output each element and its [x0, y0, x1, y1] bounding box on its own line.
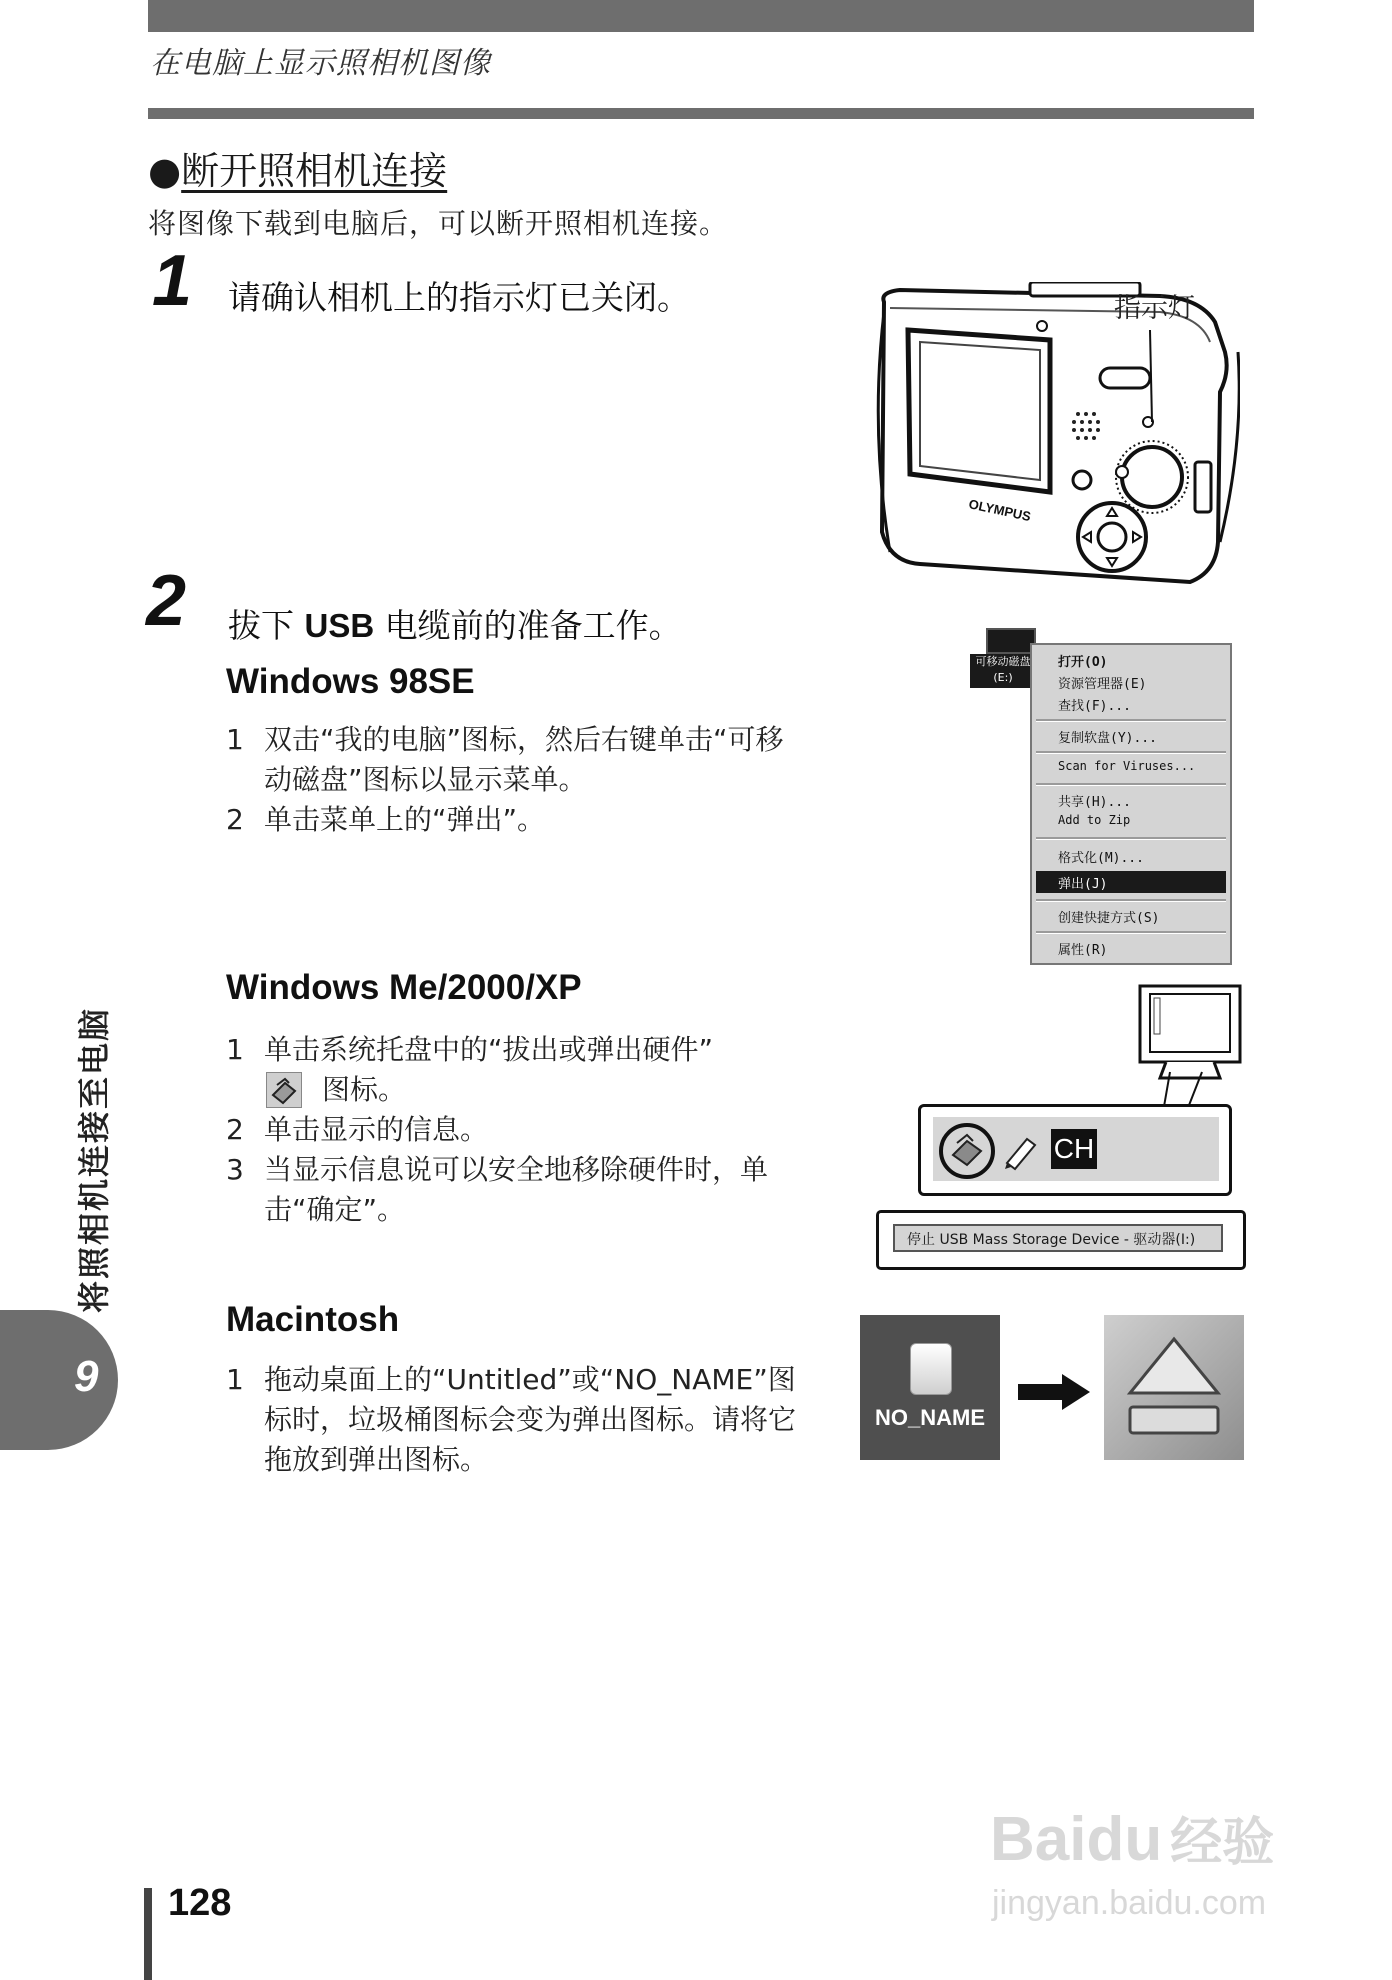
removable-disk-label	[970, 654, 1036, 688]
arrow-right-icon	[1016, 1372, 1092, 1412]
winme-item-1-text2: 图标。	[322, 1073, 407, 1106]
page-number: 128	[168, 1882, 232, 1924]
step-2-usb: USB	[304, 607, 375, 644]
step-2-text	[228, 600, 682, 647]
winme-item-3-text: 当显示信息说可以安全地移除硬件时，单击“确定”。	[264, 1153, 769, 1226]
chapter-tab	[0, 1310, 118, 1450]
indicator-callout: 指示灯	[1114, 293, 1195, 324]
winme-item-1-text: 单击系统托盘中的“拔出或弹出硬件”	[264, 1033, 714, 1066]
menu-separator	[1036, 719, 1226, 722]
mac-disk-icon[interactable]	[860, 1315, 1000, 1460]
stop-device-popup	[876, 1210, 1246, 1270]
menu-item-properties[interactable]: 属性(R)	[1058, 943, 1108, 958]
mac-heading: Macintosh	[226, 1300, 400, 1339]
menu-item-eject[interactable]: 弹出(J)	[1058, 877, 1108, 892]
disk-label: NO_NAME	[874, 1405, 985, 1430]
menu-item-explore[interactable]: 资源管理器(E)	[1058, 677, 1147, 692]
menu-separator	[1036, 751, 1226, 754]
menu-separator	[1036, 931, 1226, 934]
chapter-number: 9	[74, 1352, 99, 1401]
menu-item-share[interactable]: 共享(H)...	[1058, 795, 1131, 810]
menu-separator	[1036, 783, 1226, 786]
watermark-url: jingyan.baidu.com	[992, 1884, 1267, 1922]
menu-separator	[1036, 837, 1226, 840]
win98-item-1-text: 双击“我的电脑”图标，然后右键单击“可移动磁盘”图标以显示菜单。	[264, 723, 784, 796]
win98-item-2-text: 单击菜单上的“弹出”。	[264, 803, 546, 836]
step-2-text-pre: 拔下	[228, 606, 305, 645]
eject-hardware-icon	[266, 1072, 302, 1108]
camera-illustration	[860, 282, 1240, 612]
pen-icon	[1001, 1131, 1041, 1171]
header-title: 在电脑上显示照相机图像	[150, 46, 491, 81]
section-intro: 将图像下载到电脑后，可以断开照相机连接。	[148, 207, 729, 240]
removable-disk-icon[interactable]	[986, 628, 1036, 654]
watermark-jingyan: 经验	[1170, 1814, 1275, 1872]
bullet: ●	[148, 149, 182, 193]
section-title-text: 断开照相机连接	[181, 149, 448, 193]
watermark-du: du	[1086, 1805, 1163, 1874]
header-top-bar	[148, 0, 1254, 32]
win98-heading: Windows 98SE	[226, 662, 475, 701]
step-1-text: 请确认相机上的指示灯已关闭。	[228, 278, 690, 317]
baidu-watermark	[990, 1800, 1274, 1875]
mac-item-1-num: 1	[226, 1363, 244, 1396]
mac-item-1-text: 拖动桌面上的“Untitled”或“NO_NAME”图标时，垃圾桶图标会变为弹出图标。请将它拖放到弹出图标。	[264, 1363, 797, 1476]
menu-item-add-zip[interactable]: Add to Zip	[1058, 813, 1131, 827]
menu-item-create-shortcut[interactable]: 创建快捷方式(S)	[1058, 911, 1160, 926]
win98-item-2	[226, 800, 786, 840]
winme-item-1	[226, 1030, 786, 1110]
chapter-label-text: 将照相机连接至电脑	[75, 1006, 113, 1314]
drive-label: 可移动磁盘	[975, 655, 1031, 668]
menu-item-copy-disk[interactable]: 复制软盘(Y)...	[1058, 731, 1157, 746]
mac-item-1	[226, 1360, 797, 1520]
camera-brand: OLYMPUS	[967, 496, 1033, 525]
win98-item-1	[226, 720, 786, 800]
disk-shape	[910, 1343, 952, 1395]
menu-item-scan[interactable]: Scan for Viruses...	[1058, 759, 1196, 773]
winme-item-2-num: 2	[226, 1113, 244, 1146]
chapter-side-label	[60, 1006, 124, 1314]
winme-item-2-text: 单击显示的信息。	[264, 1113, 489, 1146]
step-1-number: 1	[152, 241, 193, 321]
step-2-number: 2	[146, 561, 187, 641]
winme-heading: Windows Me/2000/XP	[226, 968, 582, 1007]
step-2-text-post: 电缆前的准备工作。	[374, 606, 682, 645]
stop-device-button[interactable]: 停止 USB Mass Storage Device - 驱动器(I:)	[893, 1224, 1223, 1252]
section-title	[148, 140, 447, 195]
menu-separator	[1036, 899, 1226, 902]
winme-item-1-num: 1	[226, 1033, 244, 1066]
menu-item-open[interactable]: 打开(O)	[1058, 655, 1108, 670]
menu-item-format[interactable]: 格式化(M)...	[1058, 851, 1144, 866]
watermark-bai: Bai	[990, 1805, 1087, 1874]
eject-hardware-icon[interactable]	[937, 1121, 997, 1181]
menu-item-find[interactable]: 查找(F)...	[1058, 699, 1131, 714]
footer-bar	[144, 1888, 152, 1980]
drive-letter: (E:)	[993, 671, 1013, 684]
context-menu	[1030, 643, 1232, 965]
tray-language[interactable]: CH	[1051, 1129, 1097, 1169]
winme-item-3	[226, 1150, 786, 1230]
win98-item-2-num: 2	[226, 803, 244, 836]
winme-item-2	[226, 1110, 786, 1150]
eject-trash-icon[interactable]	[1104, 1315, 1244, 1460]
header-bottom-bar	[148, 108, 1254, 119]
tray-panel	[918, 1104, 1232, 1196]
winme-item-3-num: 3	[226, 1153, 244, 1186]
win98-item-1-num: 1	[226, 723, 244, 756]
